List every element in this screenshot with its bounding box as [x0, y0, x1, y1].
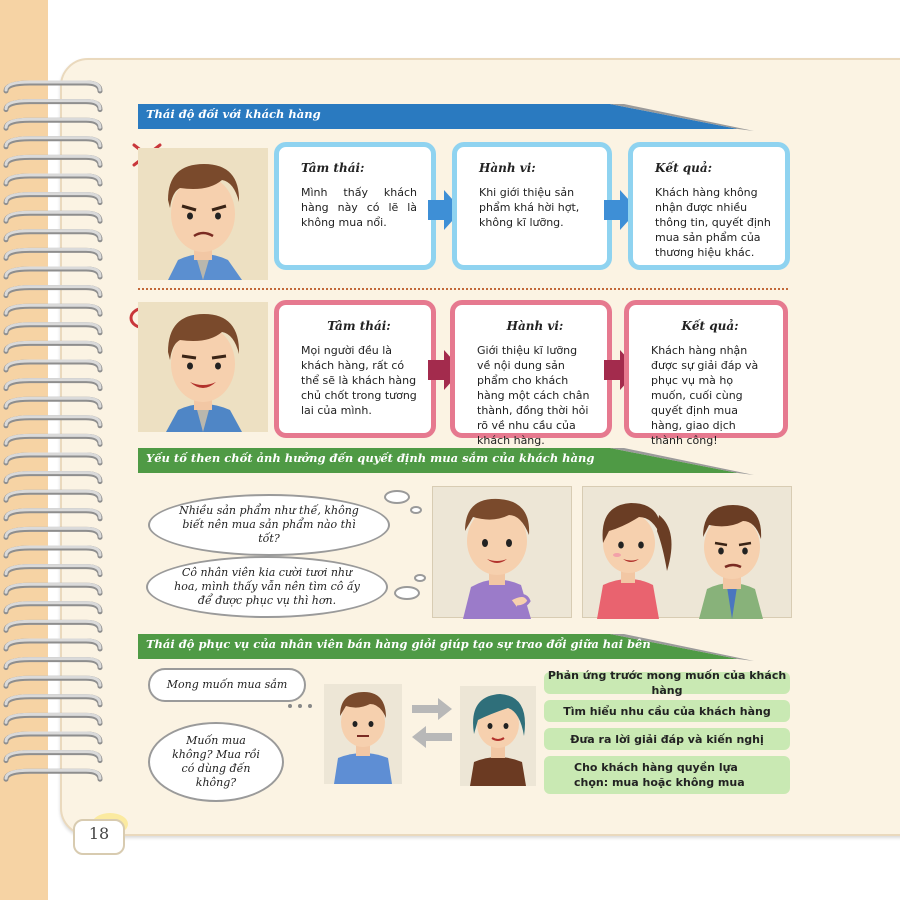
bad-behavior-box — [452, 142, 612, 270]
box-body: Mình thấy khách hàng này có lẽ là không mua nổi. — [301, 186, 417, 229]
box-title: Kết quả: — [655, 161, 713, 175]
spiral-ring — [6, 771, 100, 779]
good-mindset-box — [274, 300, 436, 438]
spiral-ring — [6, 622, 100, 630]
row-divider — [138, 288, 788, 290]
bad-mindset-box — [274, 142, 436, 270]
ellipsis-dots — [286, 700, 316, 712]
arrow-left-icon — [412, 726, 452, 748]
spiral-ring — [6, 418, 100, 426]
section-header-attitude — [138, 102, 758, 128]
spiral-ring — [6, 454, 100, 462]
spiral-ring — [6, 678, 100, 686]
spiral-ring — [6, 399, 100, 407]
section-header-key-factors — [138, 446, 758, 472]
spiral-ring — [6, 417, 100, 425]
spiral-ring — [6, 547, 100, 555]
spiral-ring — [6, 231, 100, 239]
good-behavior-box — [450, 300, 612, 447]
spiral-ring — [6, 585, 100, 593]
box-title: Hành vi: — [479, 161, 536, 175]
spiral-ring — [6, 714, 100, 722]
spiral-ring — [6, 604, 100, 612]
spiral-ring — [6, 473, 100, 481]
spiral-ring — [6, 287, 100, 295]
spiral-ring — [6, 752, 100, 760]
spiral-ring — [6, 659, 100, 667]
spiral-ring — [6, 435, 100, 443]
spiral-ring — [6, 232, 100, 240]
spiral-ring — [6, 584, 100, 592]
spiral-ring — [6, 492, 100, 500]
spiral-ring — [6, 697, 100, 705]
box-title: Tâm thái: — [301, 161, 365, 175]
box-body: Khi giới thiệu sản phẩm khá hời hợt, không kĩ lưỡng. — [479, 186, 580, 229]
spiral-ring — [6, 156, 100, 164]
spiral-ring — [6, 362, 100, 370]
spiral-ring — [6, 139, 100, 147]
spiral-ring — [6, 119, 100, 127]
spiral-ring — [6, 621, 100, 629]
spiral-ring — [6, 306, 100, 314]
spiral-ring — [6, 474, 100, 482]
thought-dot — [414, 574, 426, 582]
customer-figure — [324, 684, 402, 784]
spiral-ring — [6, 101, 100, 109]
spiral-ring — [6, 249, 100, 257]
spiral-ring — [6, 567, 100, 575]
spiral-ring — [6, 213, 100, 221]
spiral-ring — [6, 733, 100, 741]
spiral-ring — [6, 491, 100, 499]
spiral-ring — [6, 269, 100, 277]
box-title: Tâm thái: — [327, 319, 391, 333]
speech-bubble-doubt: Muốn mua không? Mua rồi có dùng đến không? — [148, 722, 284, 802]
salesman-smile-portrait — [138, 302, 268, 432]
spiral-ring — [6, 138, 100, 146]
spiral-ring — [6, 175, 100, 183]
spiral-ring — [6, 511, 100, 519]
bad-result-box — [628, 142, 790, 270]
thought-bubble-question: Nhiều sản phẩm như thế, không biết nên mua sản phẩm nào thì tốt? — [148, 494, 390, 556]
spiral-ring — [6, 660, 100, 668]
spiral-ring — [6, 83, 100, 91]
spiral-ring — [6, 529, 100, 537]
spiral-ring — [6, 176, 100, 184]
spiral-ring — [6, 194, 100, 202]
box-title: Kết quả: — [681, 319, 739, 333]
spiral-ring — [6, 398, 100, 406]
speech-bubble-desire: Mong muốn mua sắm — [148, 668, 306, 702]
spiral-ring — [6, 157, 100, 165]
spiral-ring — [6, 715, 100, 723]
step-understand: Tìm hiểu nhu cầu của khách hàng — [544, 700, 790, 722]
customer-scene — [432, 486, 572, 618]
box-title: Hành vi: — [506, 319, 564, 333]
spiral-ring — [6, 455, 100, 463]
thought-dot — [384, 490, 410, 504]
section-title: Thái độ phục vụ của nhân viên bán hàng giỏi giúp tạo sự trao đổi giữa hai bên — [146, 637, 651, 651]
thought-dot — [394, 586, 420, 600]
page-number: 18 — [88, 824, 110, 843]
box-body: Khách hàng không nhận được nhiều thông tin, quyết định mua sản phẩm của thương hiệu khác. — [655, 186, 771, 259]
spiral-ring — [6, 212, 100, 220]
spiral-binding — [0, 80, 110, 800]
spiral-ring — [6, 342, 100, 350]
spiral-ring — [6, 640, 100, 648]
thought-dot — [410, 506, 422, 514]
spiral-ring — [6, 641, 100, 649]
spiral-ring — [6, 268, 100, 276]
spiral-ring — [6, 696, 100, 704]
spiral-ring — [6, 195, 100, 203]
salesman-frown-portrait — [138, 148, 268, 280]
spiral-ring — [6, 734, 100, 742]
spiral-ring — [6, 250, 100, 258]
spiral-ring — [6, 343, 100, 351]
section-header-service — [138, 632, 758, 658]
spiral-ring — [6, 528, 100, 536]
saleswoman-figure — [460, 686, 536, 786]
spiral-ring — [6, 566, 100, 574]
step-advise: Đưa ra lời giải đáp và kiến nghị — [544, 728, 790, 750]
arrow-right-icon — [412, 698, 452, 720]
spiral-ring — [6, 120, 100, 128]
step-choice: Cho khách hàng quyền lựa chọn: mua hoặc không mua — [544, 756, 790, 794]
spiral-ring — [6, 102, 100, 110]
spiral-ring — [6, 753, 100, 761]
spiral-ring — [6, 305, 100, 313]
box-body: Mọi người đều là khách hàng, rất có thể sẽ là khách hàng chủ chốt trong tương lai của mình. — [301, 344, 417, 417]
thought-bubble-smile: Cô nhân viên kia cười tươi như hoa, mình thấy vẫn nên tìm cô ấy để được phục vụ thì hơn. — [146, 556, 388, 618]
spiral-ring — [6, 436, 100, 444]
spiral-ring — [6, 548, 100, 556]
spiral-ring — [6, 324, 100, 332]
spiral-ring — [6, 677, 100, 685]
good-result-box — [624, 300, 788, 447]
page-number-badge — [70, 812, 128, 856]
spiral-ring — [6, 325, 100, 333]
section-title: Yếu tố then chốt ảnh hưởng đến quyết định mua sắm của khách hàng — [146, 451, 595, 465]
section-title: Thái độ đối với khách hàng — [146, 107, 321, 121]
box-body: Khách hàng nhận được sự giải đáp và phục vụ mà họ muốn, cuối cùng quyết định mua hàng, giao dịch thành công! — [651, 344, 759, 447]
spiral-ring — [6, 770, 100, 778]
spiral-ring — [6, 82, 100, 90]
step-react: Phản ứng trước mong muốn của khách hàng — [544, 672, 790, 694]
staff-scene — [582, 486, 792, 618]
spiral-ring — [6, 603, 100, 611]
spiral-ring — [6, 381, 100, 389]
spiral-ring — [6, 510, 100, 518]
spiral-ring — [6, 361, 100, 369]
box-body: Giới thiệu kĩ lưỡng về nội dung sản phẩm cho khách hàng một cách chân thành, đồng thời hỏi rõ về nhu cầu của khách hàng. — [477, 344, 590, 447]
spiral-ring — [6, 288, 100, 296]
spiral-ring — [6, 380, 100, 388]
